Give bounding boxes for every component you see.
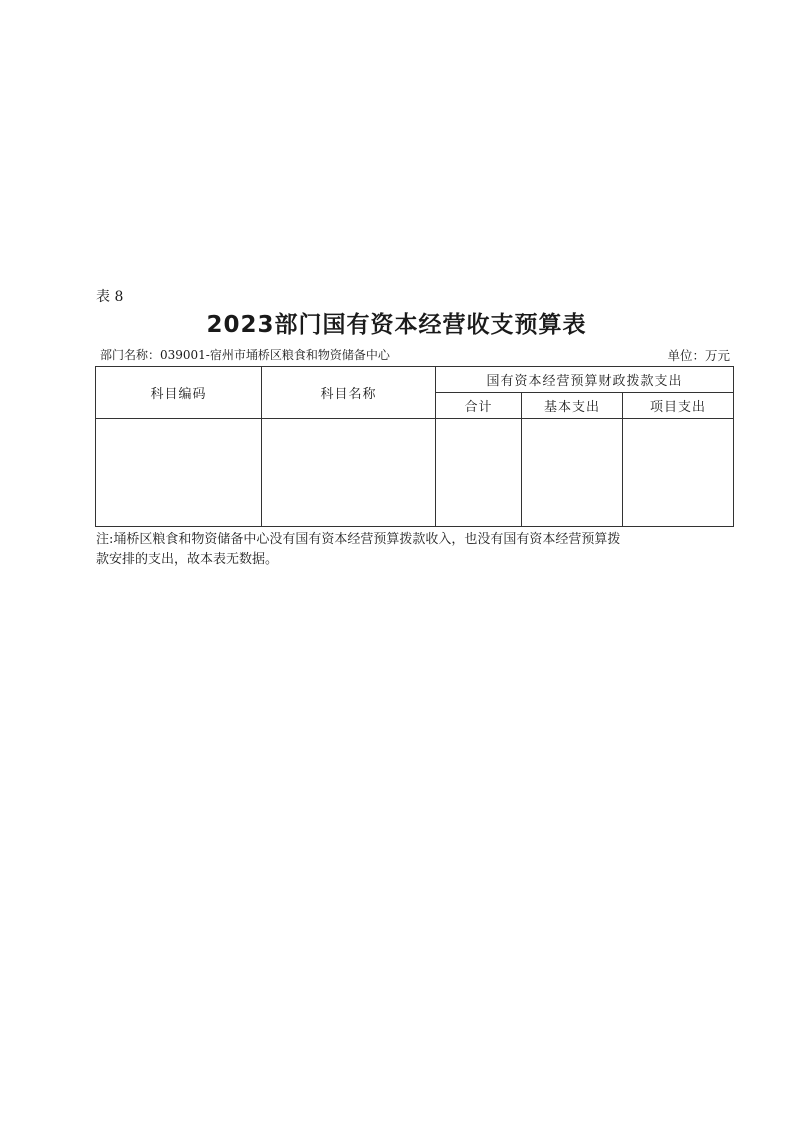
department-label: 部门名称：039001-宿州市埇桥区粮食和物资储备中心 <box>100 348 390 362</box>
table-cell <box>262 419 436 527</box>
note-line-1: 注:埇桥区粮食和物资储备中心没有国有资本经营预算拨款收入，也没有国有资本经营预算拨 <box>96 532 621 547</box>
header-expenditure-group: 国有资本经营预算财政拨款支出 <box>436 367 734 393</box>
table-cell <box>522 419 623 527</box>
document-title: 2023部门国有资本经营收支预算表 <box>206 312 587 338</box>
header-basic-expenditure: 基本支出 <box>522 393 623 419</box>
table-meta-row <box>100 346 730 364</box>
table-cell <box>623 419 734 527</box>
header-subject-name: 科目名称 <box>262 367 436 419</box>
table-number-label: 表 8 <box>96 289 124 305</box>
table-note <box>96 530 716 570</box>
table-row <box>96 419 734 527</box>
budget-table <box>95 366 734 527</box>
note-line-2: 款安排的支出，故本表无数据。 <box>96 552 279 567</box>
header-project-expenditure: 项目支出 <box>623 393 734 419</box>
header-total: 合计 <box>436 393 522 419</box>
table-cell <box>96 419 262 527</box>
header-subject-code: 科目编码 <box>96 367 262 419</box>
table-cell <box>436 419 522 527</box>
unit-label: 单位：万元 <box>667 348 730 363</box>
header-row-1 <box>96 367 734 393</box>
